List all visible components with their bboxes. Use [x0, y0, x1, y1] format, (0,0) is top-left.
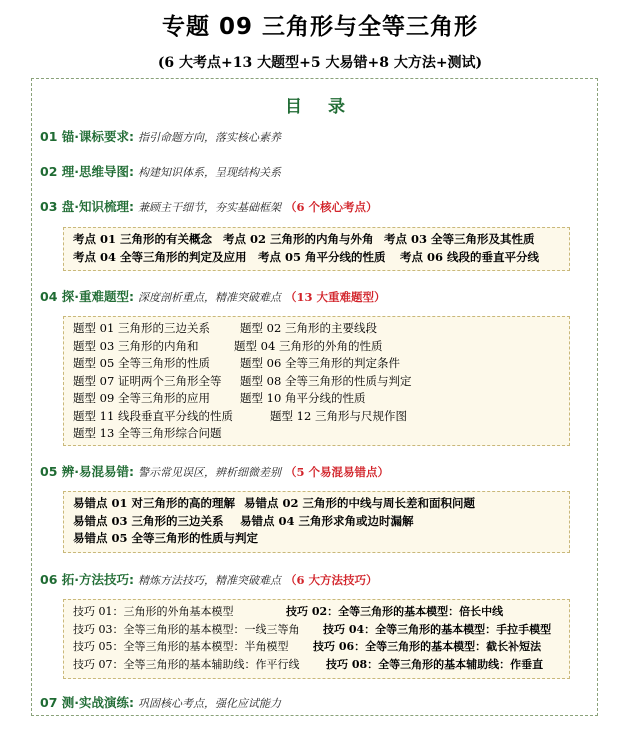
kaodian-item[interactable]: 考点 02 三角形的内角与外角: [223, 232, 374, 246]
tixing-row: [73, 355, 569, 373]
yicuo-row: [73, 530, 569, 548]
toc-section-07[interactable]: 07 测·实战演练: 巩固核心考点，强化应试能力: [40, 695, 281, 710]
kaodian-item[interactable]: 考点 06 线段的垂直平分线: [400, 249, 540, 264]
kaodian-row: [73, 249, 569, 267]
jiqiao-item[interactable]: 技巧 07：全等三角形的基本辅助线：作平行线: [73, 657, 300, 671]
section-number: 04 探: [40, 289, 75, 304]
section-desc: 巩固核心考点，强化应试能力: [137, 697, 281, 710]
yicuo-item[interactable]: 易错点 05 全等三角形的性质与判定: [73, 531, 259, 545]
toc-section-02[interactable]: 02 理·思维导图: 构建知识体系，呈现结构关系: [40, 164, 281, 179]
yicuo-item[interactable]: 易错点 01 对三角形的高的理解: [73, 496, 236, 510]
section-desc: 构建知识体系，呈现结构关系: [137, 166, 281, 179]
section-name: 知识梳理:: [79, 199, 134, 214]
kaodian-item[interactable]: 考点 03 全等三角形及其性质: [384, 232, 535, 246]
section-name: 实战演练:: [79, 695, 134, 710]
tixing-item[interactable]: 题型 07 证明两个三角形全等: [73, 373, 222, 388]
page-subtitle: (6 大考点+13 大题型+5 大易错+8 大方法+测试): [157, 55, 483, 71]
jiqiao-row: [73, 621, 569, 639]
tixing-item[interactable]: 题型 06 全等三角形的判定条件: [240, 356, 400, 370]
toc-section-03[interactable]: 03 盘·知识梳理: 兼顾主干细节，夯实基础框架 （6 个核心考点）: [40, 199, 378, 214]
jiqiao-box: [63, 599, 570, 679]
section-note: （13 大重难题型）: [284, 290, 386, 304]
yicuo-row: [73, 513, 569, 531]
tixing-item[interactable]: 题型 08 全等三角形的性质与判定: [240, 373, 412, 388]
kaodian-box: [63, 227, 570, 271]
jiqiao-row: [73, 656, 569, 674]
kaodian-item[interactable]: 考点 01 三角形的有关概念: [73, 232, 213, 246]
tixing-item[interactable]: 题型 02 三角形的主要线段: [240, 321, 377, 335]
section-name: 思维导图:: [79, 164, 134, 179]
kaodian-row: [73, 231, 569, 249]
section-number: 07 测: [40, 695, 75, 710]
section-name: 课标要求:: [79, 129, 134, 144]
tixing-item[interactable]: 题型 09 全等三角形的应用: [73, 391, 210, 405]
kaodian-item[interactable]: 考点 04 全等三角形的判定及应用: [73, 249, 247, 264]
jiqiao-item[interactable]: 技巧 03：全等三角形的基本模型：一线三等角: [73, 622, 300, 636]
kaodian-item[interactable]: 考点 05 角平分线的性质: [258, 249, 386, 264]
tixing-item[interactable]: 题型 10 角平分线的性质: [240, 391, 366, 405]
jiqiao-item[interactable]: 技巧 02：全等三角形的基本模型：倍长中线: [286, 605, 504, 618]
tixing-row: [73, 390, 569, 408]
tixing-box: [63, 316, 570, 446]
section-desc: 兼顾主干细节，夯实基础框架: [137, 201, 281, 214]
tixing-item[interactable]: 题型 03 三角形的内角和: [73, 338, 199, 353]
yicuo-box: [63, 491, 570, 553]
tixing-item[interactable]: 题型 01 三角形的三边关系: [73, 321, 210, 335]
jiqiao-row: [73, 638, 569, 656]
tixing-item[interactable]: 题型 05 全等三角形的性质: [73, 356, 210, 370]
section-desc: 深度剖析重点，精准突破难点: [137, 291, 281, 304]
section-name: 易混易错:: [79, 464, 134, 479]
jiqiao-item[interactable]: 技巧 01：三角形的外角基本模型: [73, 605, 234, 618]
section-note: （6 个核心考点）: [284, 200, 378, 214]
section-number: 06 拓: [40, 572, 75, 587]
yicuo-item[interactable]: 易错点 02 三角形的中线与周长差和面积问题: [244, 496, 476, 510]
tixing-item[interactable]: 题型 11 线段垂直平分线的性质: [73, 408, 233, 423]
tixing-row: [73, 408, 569, 426]
section-desc: 指引命题方向，落实核心素养: [137, 131, 281, 144]
tixing-row: [73, 373, 569, 391]
tixing-item[interactable]: 题型 04 三角形的外角的性质: [234, 338, 383, 353]
toc-heading: 目 录: [285, 97, 355, 117]
section-number: 03 盘: [40, 199, 75, 214]
yicuo-item[interactable]: 易错点 04 三角形求角或边时漏解: [240, 513, 414, 528]
section-note: （5 个易混易错点）: [284, 465, 389, 479]
jiqiao-item[interactable]: 技巧 05：全等三角形的基本模型：半角模型: [73, 640, 289, 653]
page-title: 专题 09 三角形与全等三角形: [161, 14, 479, 40]
section-desc: 精炼方法技巧，精准突破难点: [137, 574, 281, 587]
section-number: 01 锚: [40, 129, 75, 144]
yicuo-item[interactable]: 易错点 03 三角形的三边关系: [73, 513, 224, 528]
toc-section-04[interactable]: 04 探·重难题型: 深度剖析重点，精准突破难点 （13 大重难题型）: [40, 289, 386, 304]
jiqiao-item[interactable]: 技巧 06：全等三角形的基本模型：截长补短法: [313, 640, 542, 653]
section-name: 方法技巧:: [79, 572, 134, 587]
toc-section-05[interactable]: 05 辨·易混易错: 警示常见误区，辨析细微差别 （5 个易混易错点）: [40, 464, 389, 479]
jiqiao-row: [73, 603, 569, 621]
section-number: 05 辨: [40, 464, 75, 479]
section-note: （6 大方法技巧）: [284, 573, 378, 587]
yicuo-row: [73, 495, 569, 513]
tixing-item[interactable]: 题型 12 三角形与尺规作图: [270, 408, 407, 423]
toc-section-06[interactable]: 06 拓·方法技巧: 精炼方法技巧，精准突破难点 （6 大方法技巧）: [40, 572, 378, 587]
tixing-row: [73, 338, 569, 356]
section-desc: 警示常见误区，辨析细微差别: [137, 466, 281, 479]
section-number: 02 理: [40, 164, 75, 179]
jiqiao-item[interactable]: 技巧 08：全等三角形的基本辅助线：作垂直: [326, 657, 544, 671]
tixing-row: [73, 425, 569, 443]
section-name: 重难题型:: [79, 289, 134, 304]
tixing-item[interactable]: 题型 13 全等三角形综合问题: [73, 426, 222, 440]
jiqiao-item[interactable]: 技巧 04：全等三角形的基本模型：手拉手模型: [323, 622, 552, 636]
tixing-row: [73, 320, 569, 338]
toc-section-01[interactable]: 01 锚·课标要求: 指引命题方向，落实核心素养: [40, 129, 281, 144]
